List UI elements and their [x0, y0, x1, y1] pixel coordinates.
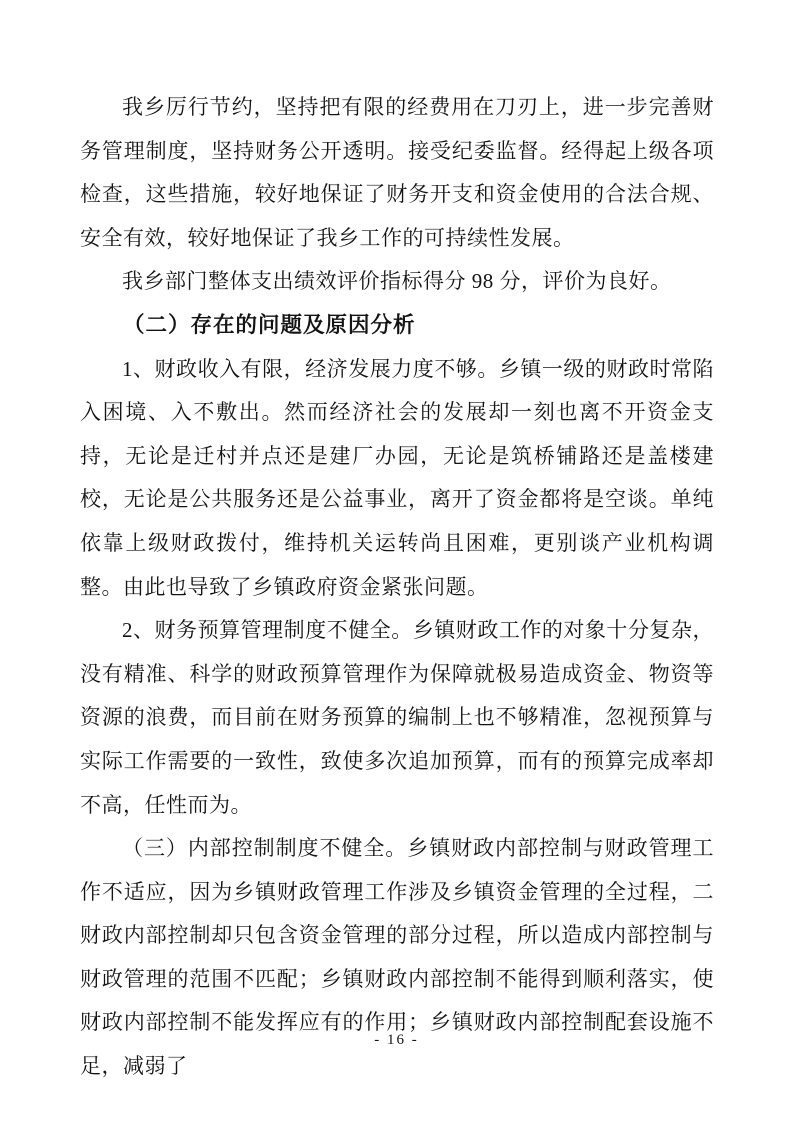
document-body — [80, 86, 714, 1089]
paragraph-performance-score: 我乡部门整体支出绩效评价指标得分 98 分，评价为良好。 — [122, 269, 672, 294]
section-heading-problems-analysis: （二）存在的问题及原因分析 — [123, 312, 416, 337]
paragraph-limited-revenue: 1、财政收入有限，经济发展力度不够。乡镇一级的财政时常陷入困境、入不敷出。然而经济社会的发展却一刻也离不开资金支持，无论是迁村并点还是建厂办园，无论是筑桥铺路还是盖楼建校，无论是公共服务还是公益事业，离开了资金都将是空谈。单纯依靠上级财政拨付，维持机关运转尚且困难，更别谈产业机构调整。由此也导致了乡镇政府资金紧张问题。 — [80, 356, 714, 599]
paragraph-frugality-measures: 我乡厉行节约，坚持把有限的经费用在刀刃上，进一步完善财务管理制度，坚持财务公开透明。接受纪委监督。经得起上级各项检查，这些措施，较好地保证了财务开支和资金使用的合法合规、安全有效，较好地保证了我乡工作的可持续性发展。 — [80, 95, 714, 250]
paragraph-internal-control: （三）内部控制制度不健全。乡镇财政内部控制与财政管理工作不适应，因为乡镇财政管理工作涉及乡镇资金管理的全过程，二财政内部控制却只包含资金管理的部分过程，所以造成内部控制与财政管理的范围不匹配；乡镇财政内部控制不能得到顺利落实，使财政内部控制不能发挥应有的作用；乡镇财政内部控制配套设施不足，减弱了 — [80, 836, 714, 1079]
paragraph-budget-management: 2、财务预算管理制度不健全。乡镇财政工作的对象十分复杂，没有精准、科学的财政预算管理作为保障就极易造成资金、物资等资源的浪费，而目前在财务预算的编制上也不够精准，忽视预算与实际工作需要的一致性，致使多次追加预算，而有的预算完成率却不高，任性而为。 — [80, 618, 714, 817]
page-number: - 16 - — [374, 1032, 419, 1048]
